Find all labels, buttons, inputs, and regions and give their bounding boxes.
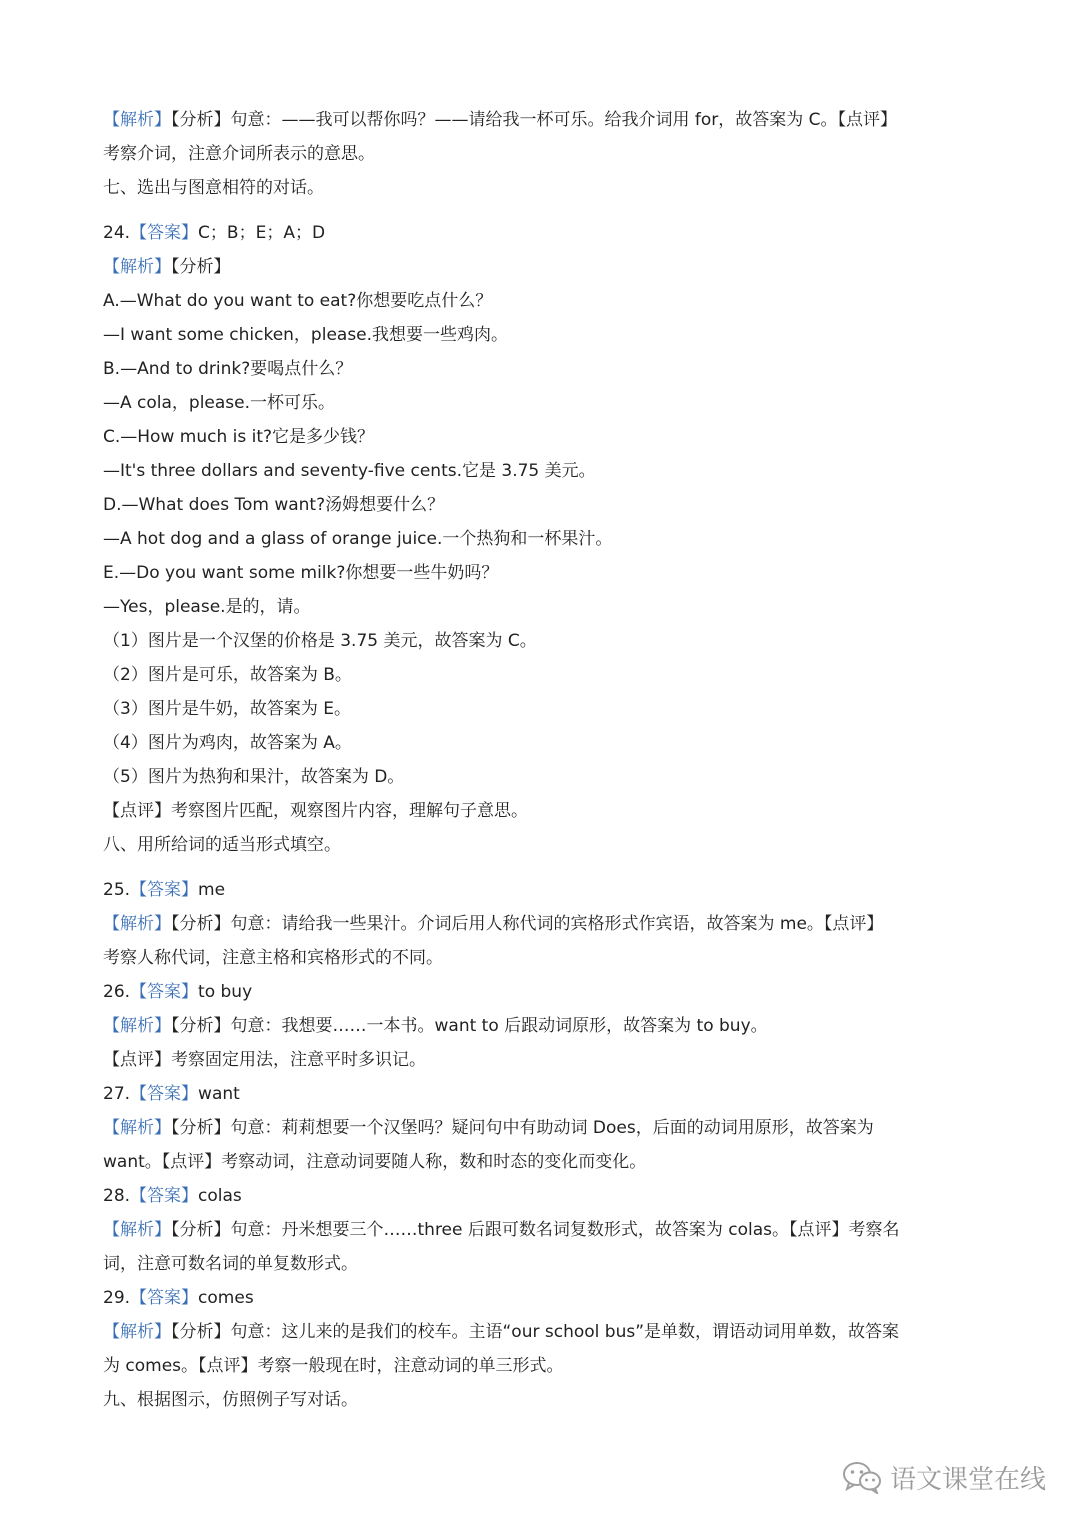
fenxi-tag: 【分析】 [171, 1220, 231, 1240]
picture-answer-line: （2）图片是可乐，故答案为 B。 [103, 665, 352, 685]
dialogue-line: —It's three dollars and seventy-five cents.它是 3.75 美元。 [103, 461, 596, 481]
question-25-analysis [103, 907, 983, 941]
section-heading-7: 七、选出与图意相符的对话。 [103, 178, 324, 198]
question-28-answer [103, 1179, 983, 1213]
fenxi-tag: 【分析】 [171, 110, 231, 130]
dialogue-line: —I want some chicken，please.我想要一些鸡肉。 [103, 325, 509, 345]
picture-answer-line: （3）图片是牛奶，故答案为 E。 [103, 699, 351, 719]
question-27-answer [103, 1077, 983, 1111]
question-29-answer [103, 1281, 983, 1315]
daan-tag: 【答案】 [130, 880, 199, 900]
analysis-text: 句意：这儿来的是我们的校车。主语“our school bus”是单数，谓语动词用单数，故答案 [230, 1322, 900, 1342]
dianping-tag: 【点评】 [789, 1220, 849, 1240]
question-27-comment [103, 1145, 983, 1179]
daan-tag: 【答案】 [130, 1186, 199, 1206]
jiexi-tag: 【解析】 [103, 257, 171, 277]
jiexi-tag: 【解析】 [103, 1118, 171, 1138]
answer-text: comes [198, 1288, 254, 1308]
answer-text: want [198, 1084, 240, 1104]
dialogue-line: —A cola，please.一杯可乐。 [103, 393, 336, 413]
question-number: 27. [103, 1084, 131, 1104]
dialogue-line: D.—What does Tom want?汤姆想要什么？ [103, 495, 445, 515]
question-29-comment [103, 1349, 983, 1383]
picture-answer-line: （1）图片是一个汉堡的价格是 3.75 美元，故答案为 C。 [103, 631, 537, 651]
fenxi-tag: 【分析】 [171, 1322, 231, 1342]
dialogue-line: A.—What do you want to eat?你想要吃点什么？ [103, 291, 493, 311]
comment-text: 考察固定用法，注意平时多识记。 [171, 1050, 426, 1070]
fenxi-tag: 【分析】 [171, 1016, 231, 1036]
question-26-comment [103, 1043, 983, 1077]
question-28-comment: 词，注意可数名词的单复数形式。 [103, 1254, 358, 1274]
analysis-text: want。 [103, 1152, 162, 1172]
question-24-comment [103, 794, 983, 828]
daan-tag: 【答案】 [130, 1288, 199, 1308]
jiexi-tag: 【解析】 [103, 1220, 171, 1240]
jiexi-tag: 【解析】 [103, 914, 171, 934]
document-body [103, 103, 983, 1417]
wechat-icon [842, 1460, 882, 1494]
question-28-analysis [103, 1213, 983, 1247]
fenxi-tag: 【分析】 [171, 1118, 231, 1138]
question-26-answer [103, 975, 983, 1009]
dianping-tag: 【点评】 [103, 801, 171, 821]
question-number: 28. [103, 1186, 131, 1206]
question-25-answer [103, 873, 983, 907]
prev-analysis-line-2: 考察介词，注意介词所表示的意思。 [103, 144, 375, 164]
dianping-tag: 【点评】 [198, 1356, 258, 1376]
analysis-text: 句意：莉莉想要一个汉堡吗？疑问句中有助动词 Does，后面的动词用原形，故答案为 [230, 1118, 874, 1138]
watermark-text: 语文课堂在线 [889, 1464, 1046, 1495]
watermark [842, 1457, 1046, 1497]
jiexi-tag: 【解析】 [103, 110, 171, 130]
analysis-text: 句意：——我可以帮你吗？——请给我一杯可乐。给我介词用 for，故答案为 C。 [230, 110, 838, 130]
analysis-text: 句意：我想要……一本书。want to 后跟动词原形，故答案为 to buy。 [230, 1016, 768, 1036]
dialogue-line: E.—Do you want some milk?你想要一些牛奶吗？ [103, 563, 499, 583]
jiexi-tag: 【解析】 [103, 1322, 171, 1342]
comment-text: 考察图片匹配，观察图片内容，理解句子意思。 [171, 801, 528, 821]
dianping-tag: 【点评】 [161, 1152, 222, 1172]
question-number: 24. [103, 223, 131, 243]
picture-answer-line: （5）图片为热狗和果汁，故答案为 D。 [103, 767, 405, 787]
dianping-tag: 【点评】 [837, 110, 898, 130]
question-25-comment: 考察人称代词，注意主格和宾格形式的不同。 [103, 948, 443, 968]
prev-analysis-line-1 [103, 103, 983, 137]
question-number: 26. [103, 982, 131, 1002]
section-heading-8: 八、用所给词的适当形式填空。 [103, 835, 341, 855]
question-29-analysis [103, 1315, 983, 1349]
dialogue-line: —A hot dog and a glass of orange juice.一个热狗和一杯果汁。 [103, 529, 613, 549]
analysis-text: 句意：请给我一些果汁。介词后用人称代词的宾格形式作宾语，故答案为 me。 [230, 914, 824, 934]
answer-text: C；B；E；A；D [198, 223, 326, 243]
answer-text: colas [198, 1186, 242, 1206]
daan-tag: 【答案】 [130, 982, 199, 1002]
dialogue-line: B.—And to drink?要喝点什么？ [103, 359, 353, 379]
jiexi-tag: 【解析】 [103, 1016, 171, 1036]
section-heading-9: 九、根据图示，仿照例子写对话。 [103, 1390, 358, 1410]
comment-text: 考察动词，注意动词要随人称，数和时态的变化而变化。 [221, 1152, 647, 1172]
dialogue-line: C.—How much is it?它是多少钱？ [103, 427, 375, 447]
dianping-tag: 【点评】 [823, 914, 884, 934]
fenxi-tag: 【分析】 [171, 914, 231, 934]
dialogue-line: —Yes，please.是的，请。 [103, 597, 311, 617]
analysis-text: 为 comes。 [103, 1356, 199, 1376]
comment-text: 考察名 [848, 1220, 900, 1240]
question-26-analysis [103, 1009, 983, 1043]
analysis-text: 句意：丹米想要三个……three 后跟可数名词复数形式，故答案为 colas。 [230, 1220, 790, 1240]
question-number: 25. [103, 880, 131, 900]
fenxi-tag: 【分析】 [171, 257, 231, 277]
dianping-tag: 【点评】 [103, 1050, 171, 1070]
comment-text: 考察一般现在时，注意动词的单三形式。 [257, 1356, 564, 1376]
answer-text: me [198, 880, 226, 900]
question-24-answer [103, 216, 983, 250]
picture-answer-line: （4）图片为鸡肉，故答案为 A。 [103, 733, 352, 753]
daan-tag: 【答案】 [130, 1084, 199, 1104]
question-27-analysis [103, 1111, 983, 1145]
question-number: 29. [103, 1288, 131, 1308]
answer-text: to buy [198, 982, 253, 1002]
question-24-analysis-header [103, 250, 983, 284]
daan-tag: 【答案】 [130, 223, 199, 243]
